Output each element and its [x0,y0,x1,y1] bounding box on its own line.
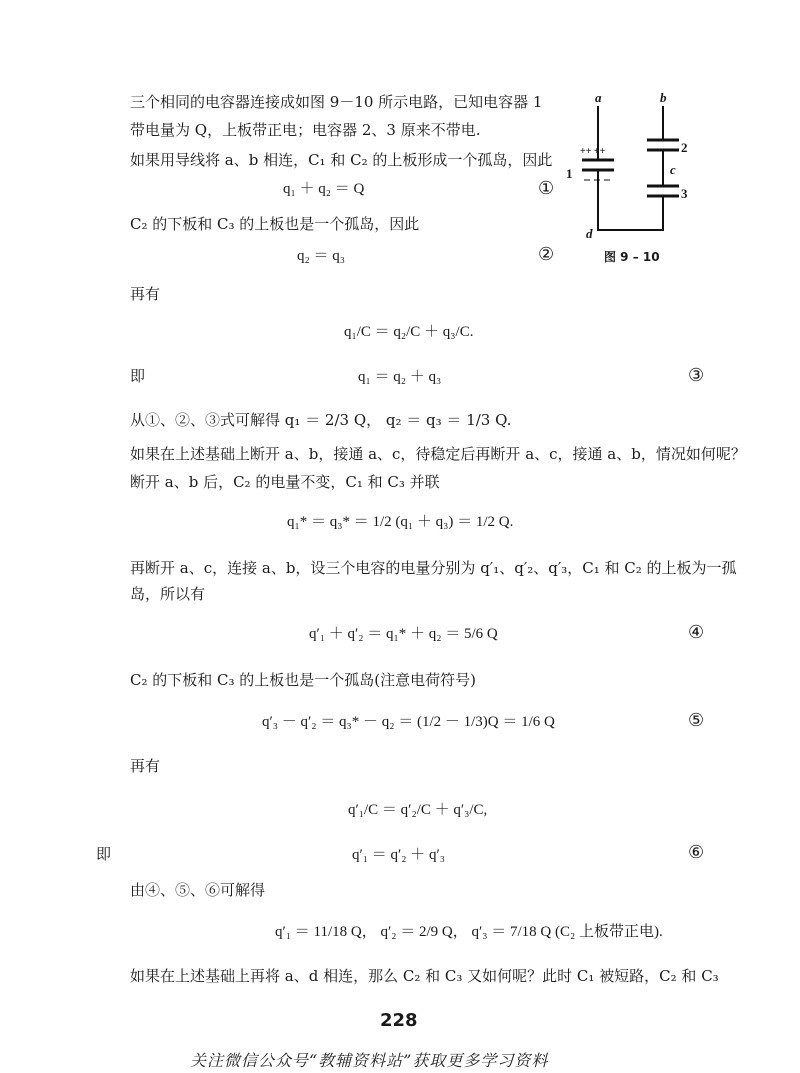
label-capacitor-1: 1 [566,166,573,181]
label-capacitor-3: 3 [681,186,688,201]
equation-marker-5: ⑤ [688,710,705,731]
paragraph-parallel: 断开 a、b 后，C₂ 的电量不变，C₁ 和 C₃ 并联 [130,473,440,491]
paragraph-solve-2: 由④、⑤、⑥可解得 [130,881,266,899]
paragraph-intro-2: 带电量为 Q，上板带正电；电容器 2、3 原来不带电. [130,121,481,139]
plus-signs: ++ ++ [580,146,606,157]
label-a: a [595,90,602,105]
equation-marker-6: ⑥ [688,842,705,863]
paragraph-connect-ab: 如果用导线将 a、b 相连，C₁ 和 C₂ 的上板形成一个孤岛，因此 [130,151,553,169]
equation-10: q′₁ ＝ 11/18 Q， q′₂ ＝ 2/9 Q， q′₃ ＝ 7/18 Q (C₂ 上板带正电). [275,924,663,940]
label-c: c [670,162,676,177]
footer-watermark: 关注微信公众号“教辅资料站”获取更多学习资料 [190,1051,549,1070]
label-d: d [586,226,593,241]
equation-1: q₁ ＋ q₂ ＝ Q [283,181,365,197]
equation-9: q′₁ ＝ q′₂ ＋ q′₃ [352,847,446,863]
paragraph-intro-1: 三个相同的电容器连接成如图 9－10 所示电路，已知电容器 1 [130,93,543,111]
equation-marker-3: ③ [688,365,705,386]
paragraph-island-2: C₂ 的下板和 C₃ 的上板也是一个孤岛，因此 [130,215,420,233]
paragraph-again-1: 再有 [130,285,161,303]
equation-marker-4: ④ [688,622,705,643]
equation-5: q₁* ＝ q₃* ＝ 1/2 (q₁ ＋ q₃) ＝ 1/2 Q. [287,514,514,530]
equation-3: q₁/C ＝ q₂/C ＋ q₃/C. [344,324,474,340]
paragraph-ji-2: 即 [96,845,112,863]
paragraph-disconnect-ab: 如果在上述基础上断开 a、b，接通 a、c，待稳定后再断开 a、c，接通 a、b，情况如何呢？ [130,445,746,463]
equation-marker-1: ① [538,178,555,199]
figure-caption: 图 9 – 10 [604,250,660,264]
label-capacitor-2: 2 [681,140,688,155]
equation-8: q′₁/C ＝ q′₂/C ＋ q′₃/C, [348,802,488,818]
page-number: 228 [380,1010,418,1031]
paragraph-solve-1: 从①、②、③式可解得 q₁ ＝ 2/3 Q， q₂ ＝ q₃ ＝ 1/3 Q. [130,411,512,429]
paragraph-ji-1: 即 [130,367,146,385]
label-b: b [660,90,667,105]
equation-marker-2: ② [538,244,555,265]
equation-2: q₂ ＝ q₃ [297,248,345,264]
paragraph-reconnect-2: 岛，所以有 [130,585,206,603]
paragraph-reconnect-1: 再断开 a、c，连接 a、b，设三个电容的电量分别为 q′₁、q′₂、q′₃，C₁ 和 C₂ 的上板为一孤 [130,559,737,577]
equation-7: q′₃ － q′₂ ＝ q₃* － q₂ ＝ (1/2 － 1/3)Q ＝ 1/6 Q [262,714,555,730]
paragraph-again-2: 再有 [130,757,161,775]
equation-6: q′₁ ＋ q′₂ ＝ q₁* ＋ q₂ ＝ 5/6 Q [309,626,498,642]
circuit-diagram [560,88,700,268]
equation-4: q₁ ＝ q₂ ＋ q₃ [358,369,442,385]
paragraph-island-sign: C₂ 的下板和 C₃ 的上板也是一个孤岛(注意电荷符号) [130,671,476,689]
circuit-figure [560,88,700,268]
paragraph-short-circuit: 如果在上述基础上再将 a、d 相连，那么 C₂ 和 C₃ 又如何呢？此时 C₁ 被短路，C₂ 和 C₃ [130,967,719,985]
